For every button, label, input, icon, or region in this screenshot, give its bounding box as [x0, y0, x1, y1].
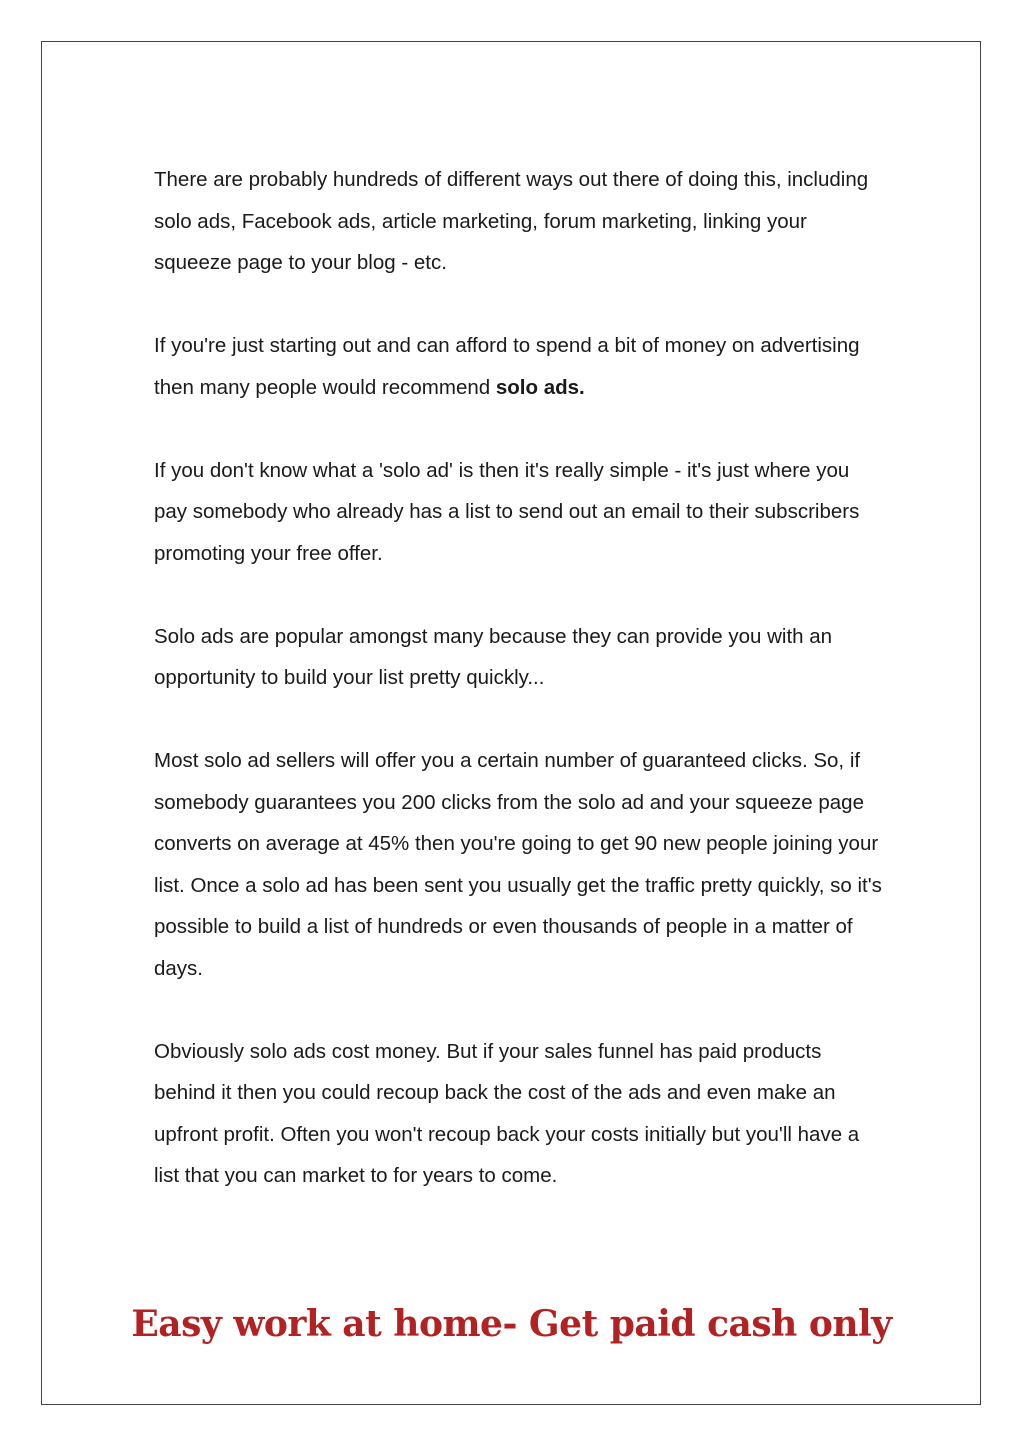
- bold-emphasis: solo ads.: [495, 375, 585, 399]
- paragraph: Obviously solo ads cost money. But if your sales funnel has paid products behind it then you could recoup back the cost of the ads and even make an upfront profit. Often you won't recoup back your costs initially but you'll have a list that you can market to for years to come.: [154, 1039, 860, 1187]
- article-body: [154, 159, 884, 1197]
- paragraph: If you don't know what a 'solo ad' is then it's really simple - it's just where you pay somebody who already has a list to send out an email to their subscribers promoting your free offer.: [154, 458, 860, 565]
- paragraph: Most solo ad sellers will offer you a certain number of guaranteed clicks. So, if somebody guarantees you 200 clicks from the solo ad and your squeeze page converts on average at 45% then you're going to get 90 new people joining your list. Once a solo ad has been sent you usually get the traffic pretty quickly, so it's possible to build a list of hundreds or even thousands of people in a matter of days.: [154, 749, 882, 980]
- paragraph: There are probably hundreds of different ways out there of doing this, including solo ads, Facebook ads, article marketing, forum marketing, linking your squeeze page to your blog - etc.: [154, 168, 869, 274]
- paragraph: Solo ads are popular amongst many because they can provide you with an opportunity to build your list pretty quickly...: [154, 624, 833, 689]
- paragraph: [154, 325, 884, 408]
- footer-title: Easy work at home- Get paid cash only: [131, 1303, 892, 1345]
- paragraph-text: If you're just starting out and can afford to spend a bit of money on advertising then many people would recommend: [154, 334, 860, 399]
